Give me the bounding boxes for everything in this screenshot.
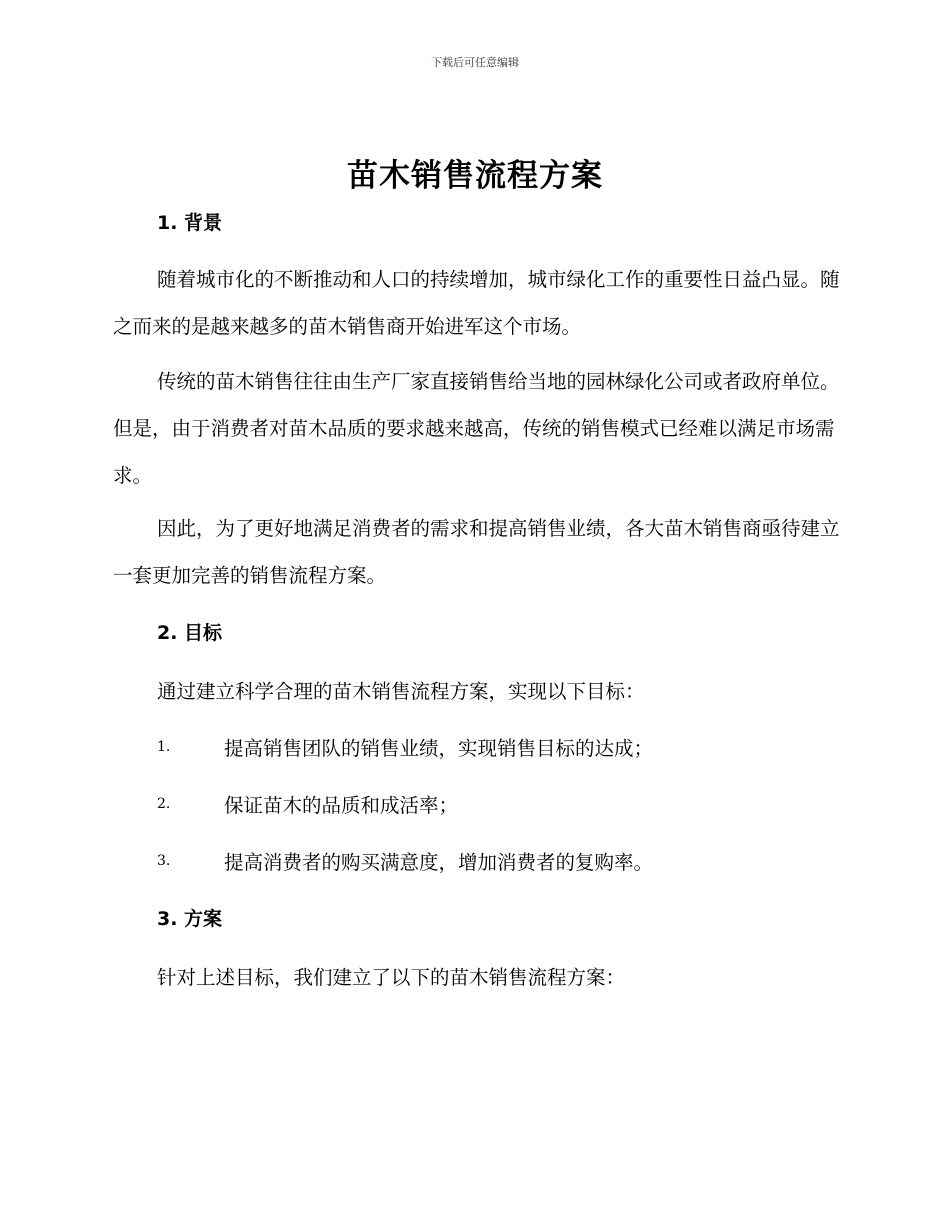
list-item-number: 3. xyxy=(157,853,171,869)
section-heading-background: 1. 背景 xyxy=(157,212,223,234)
header-note: 下载后可任意编辑 xyxy=(431,56,519,69)
list-item xyxy=(157,790,458,818)
section-heading-plan: 3. 方案 xyxy=(157,908,223,930)
list-item-number: 2. xyxy=(157,796,171,812)
section-heading-goals: 2. 目标 xyxy=(157,622,223,644)
document-title: 苗木销售流程方案 xyxy=(347,158,603,194)
list-item-text: 提高销售团队的销售业绩，实现销售目标的达成； xyxy=(224,737,654,760)
list-item-text: 提高消费者的购买满意度，增加消费者的复购率。 xyxy=(224,851,654,874)
paragraph-background-2: 传统的苗木销售往往由生产厂家直接销售给当地的园林绿化公司或者政府单位。但是，由于消费者对苗木品质的要求越来越高，传统的销售模式已经难以满足市场需求。 xyxy=(113,370,840,487)
list-item xyxy=(157,847,653,875)
goals-intro: 通过建立科学合理的苗木销售流程方案，实现以下目标： xyxy=(157,680,645,703)
list-item-text: 保证苗木的品质和成活率； xyxy=(224,794,459,817)
list-item xyxy=(157,733,653,761)
plan-intro: 针对上述目标，我们建立了以下的苗木销售流程方案： xyxy=(157,966,626,989)
list-item-number: 1. xyxy=(157,739,171,755)
paragraph-background-1: 随着城市化的不断推动和人口的持续增加，城市绿化工作的重要性日益凸显。随之而来的是越来越多的苗木销售商开始进军这个市场。 xyxy=(113,268,840,338)
paragraph-background-3: 因此，为了更好地满足消费者的需求和提高销售业绩，各大苗木销售商亟待建立一套更加完善的销售流程方案。 xyxy=(113,517,840,587)
